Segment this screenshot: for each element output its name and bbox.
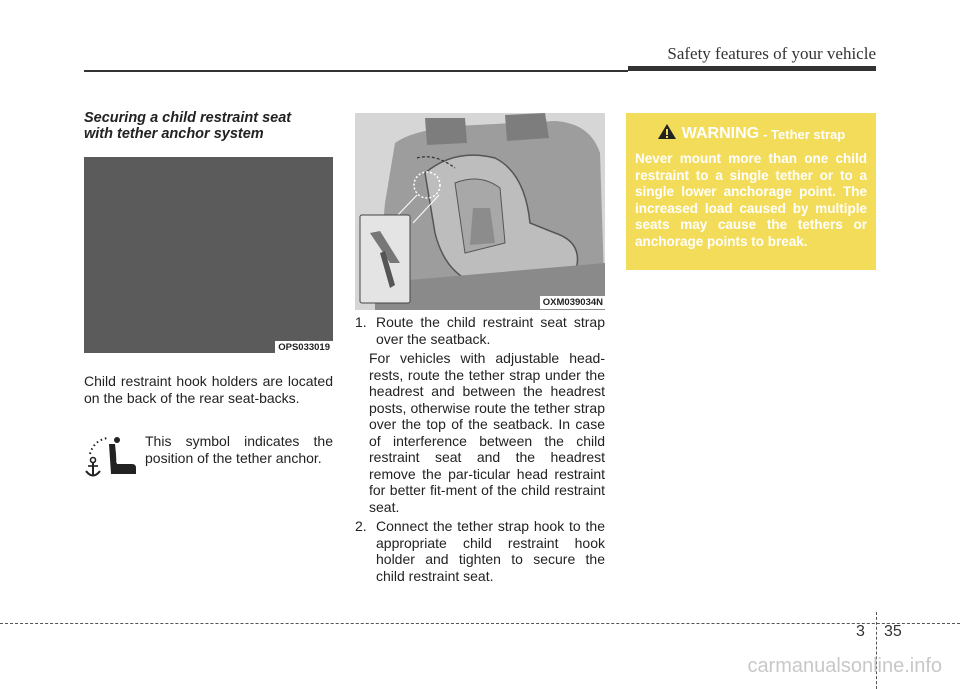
footer-rule [0, 623, 960, 624]
watermark: carmanualsonline.info [747, 655, 942, 677]
section-title: Safety features of your vehicle [667, 44, 876, 63]
step-2-number: 2. [355, 518, 367, 534]
step-2 [355, 518, 605, 584]
warning-triangle-icon [657, 123, 677, 145]
warning-header [635, 123, 867, 145]
warning-box [626, 113, 876, 270]
figure-label-1: OPS033019 [275, 341, 333, 354]
tether-anchor-symbol-icon [84, 434, 138, 482]
warning-subtitle: - Tether strap [763, 126, 846, 142]
figure-photo-hook-holders [84, 157, 333, 353]
warning-title: WARNING [681, 125, 760, 142]
step-1-note: For vehicles with adjustable head-rests, route the tether strap under the headrest and between the headrest posts, otherwise route the tether strap over the top of the seatback. In case of interference between the child restraint seat and the headrest remove the par-ticular head restraint for better fit-ment of the child restraint seat. [369, 350, 605, 515]
symbol-description: This symbol indicates the position of the tether anchor. [145, 433, 333, 466]
chapter-number: 3 [856, 623, 865, 640]
header-rule-thin [84, 70, 628, 72]
subheading: Securing a child restraint seat with tether anchor system [84, 110, 292, 142]
page-number: 35 [884, 623, 902, 640]
step-1 [355, 314, 605, 347]
step-1-number: 1. [355, 314, 367, 330]
header-rule-thick [628, 66, 876, 71]
step-1-text: Route the child restraint seat strap over the seatback. [376, 314, 605, 347]
step-2-text: Connect the tether strap hook to the appropriate child restraint hook holder and tighten to secure the child restraint seat. [376, 518, 605, 584]
paragraph-hook-holders: Child restraint hook holders are located on the back of the rear seat-backs. [84, 373, 333, 406]
figure-label-2: OXM039034N [540, 296, 606, 309]
warning-body: Never mount more than one child restraint to a single tether or to a single lower anchorage point. The increased load caused by multiple seats may cause the tethers or anchorage points to break. [635, 151, 867, 249]
figure-illustration-child-seat-tether [355, 113, 605, 310]
